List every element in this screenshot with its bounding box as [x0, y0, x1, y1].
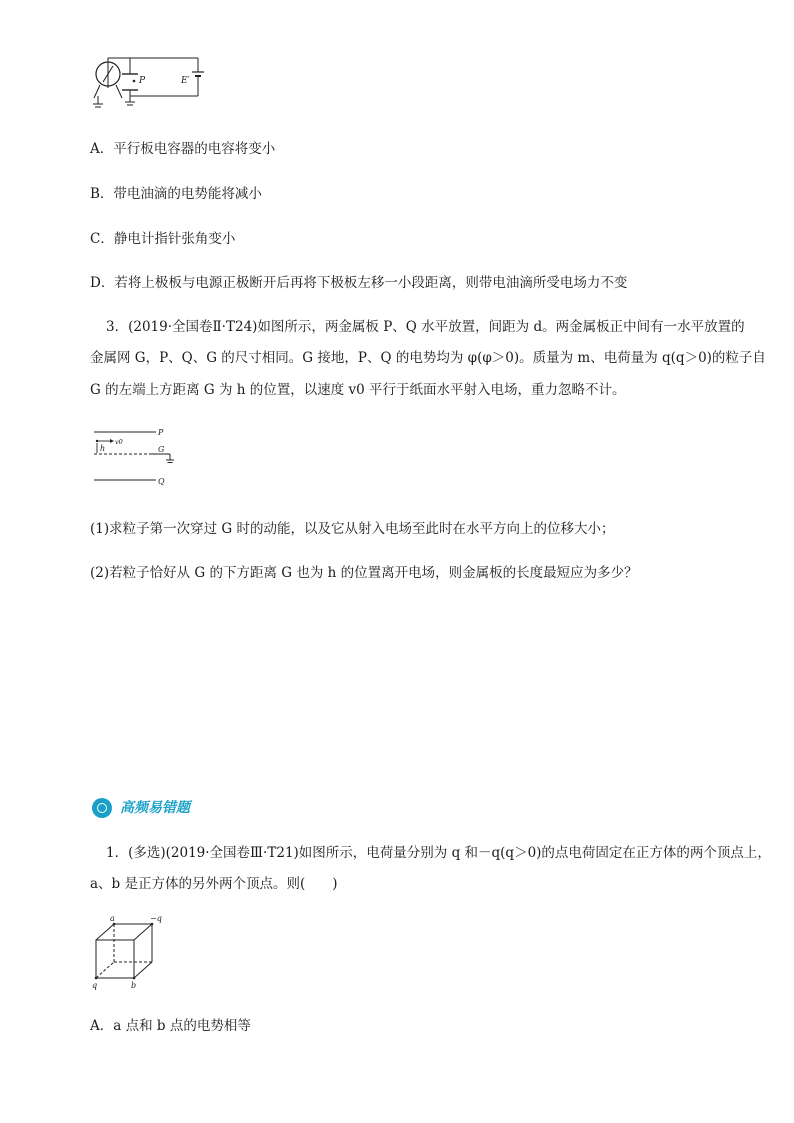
label-cube-q: q [92, 981, 98, 990]
option-b-prev: B．带电油滴的电势能将减小 [90, 186, 262, 202]
label-p: P [139, 76, 146, 86]
section-badge-icon [92, 798, 112, 818]
label-v0: v0 [115, 438, 123, 446]
section-title: 高频易错题 [120, 800, 190, 816]
label-cube-b: b [131, 981, 137, 990]
circuit-figure [86, 52, 216, 114]
option-a-prev: A．平行板电容器的电容将变小 [90, 141, 276, 157]
q3-sub1: (1)求粒子第一次穿过 G 时的动能，以及它从射入电场至此时在水平方向上的位移大小； [90, 521, 615, 537]
label-cube-neg-q: −q [150, 914, 162, 923]
label-e: E′ [181, 76, 190, 86]
q3-line2: 金属网 G，P、Q、G 的尺寸相同。G 接地，P、Q 的电势均为 φ(φ＞0)。质量为 m、电荷量为 q(q＞0)的粒子自 [90, 350, 766, 366]
label-g: G [158, 445, 165, 454]
q3-line3: G 的左端上方距离 G 为 h 的位置，以速度 v0 平行于纸面水平射入电场，重力忽略不计。 [90, 382, 626, 398]
cube-figure [86, 914, 166, 992]
label-plate-p: P [158, 428, 164, 437]
option-d-prev: D．若将上极板与电源正极断开后再将下极板左移一小段距离，则带电油滴所受电场力不变 [90, 275, 628, 291]
plates-figure [92, 426, 182, 488]
label-cube-a: a [110, 914, 115, 923]
q3-sub2: (2)若粒子恰好从 G 的下方距离 G 也为 h 的位置离开电场，则金属板的长度最短应为多少？ [90, 565, 638, 581]
label-plate-q: Q [158, 477, 165, 486]
q3-line1: 3．(2019·全国卷Ⅱ·T24)如图所示，两金属板 P、Q 水平放置，间距为 d。两金属板正中间有一水平放置的 [106, 319, 745, 335]
q1-line1: 1．(多选)(2019·全国卷Ⅲ·T21)如图所示，电荷量分别为 q 和－q(q＞0)的点电荷固定在正方体的两个顶点上， [106, 845, 771, 861]
label-h: h [100, 444, 106, 453]
q1-line2: a、b 是正方体的另外两个顶点。则( ) [90, 876, 338, 892]
q1-option-a: A．a 点和 b 点的电势相等 [90, 1018, 251, 1034]
option-c-prev: C．静电计指针张角变小 [90, 231, 236, 247]
